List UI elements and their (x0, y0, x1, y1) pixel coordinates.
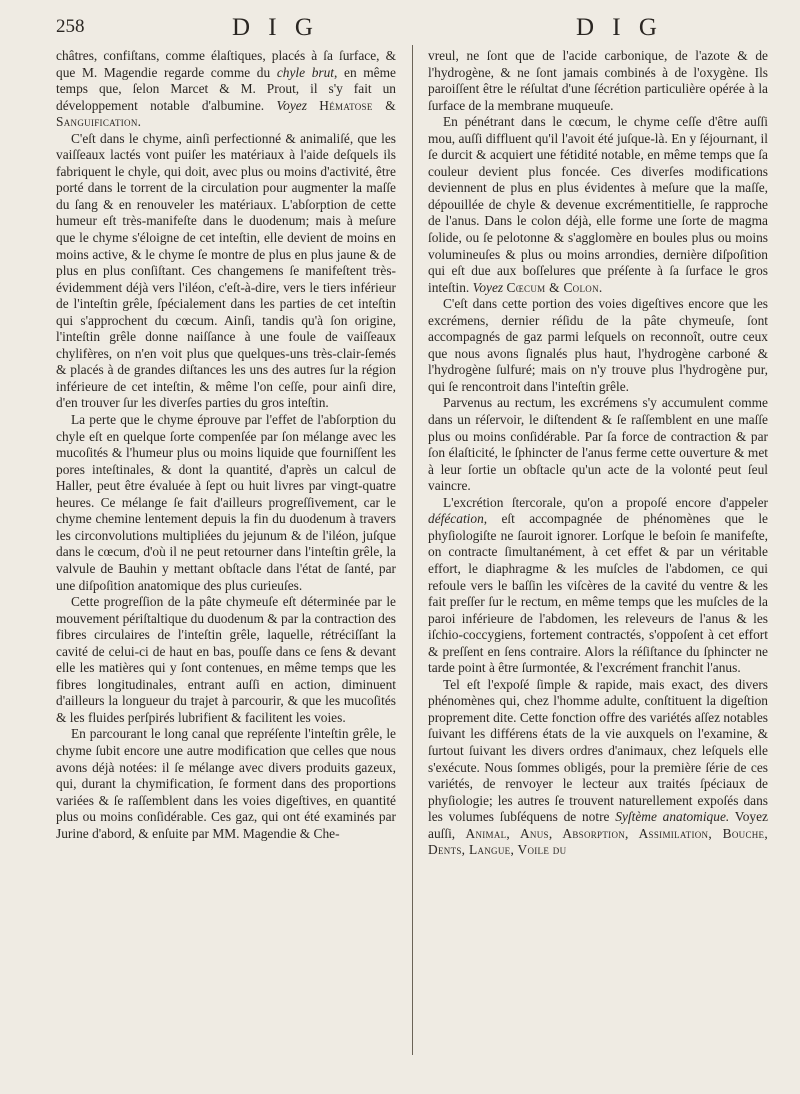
text-run: Voyez auſſi, (428, 809, 768, 841)
paragraph (56, 48, 396, 131)
italic-title: Syſtème anatomique. (615, 809, 730, 825)
paragraph: vreul, ne ſont que de l'acide carbonique, de l'azote & de l'hydrogène, & ne ſont jamais combinés à de l'oxygène. Ils paroiſſent être le réſultat d'une ſécrétion particulière opérée à la ſurface de la membrane muqueuſe. (428, 48, 768, 113)
page-number: 258 (56, 16, 85, 37)
paragraph (428, 677, 768, 859)
text-run: En pénétrant dans le cœcum, le chyme ceſſe d'être auſſi mou, auſſi diffluent qu'il l'avoit été juſque-là. En y ſéjournant, il ſe durcit & acquiert une fétidité notable, en même temps que ſa couleur devient plus foncée. Ces diverſes modifications deviennent de plus en plus évidentes à meſure que la maſſe, dépouillée de chyle & devenue excrémentitielle, ſe rapproche de l'anus. Dans le colon déjà, elle forme une ſorte de magma ſolide, ou ſe pelotonne & s'agglomère en boules plus ou moins volumineuſes & plus ou moins arrondies, dernière diſpoſition qui eſt due aux boſſelures que préſente à ſa ſurface le gros inteſtin. (428, 114, 768, 295)
paragraph: Cette progreſſion de la pâte chymeuſe eſt déterminée par le mouvement périſtaltique du duodenum & par la contraction des fibres circulaires de l'inteſtin grêle, laquelle, rétréciſſant la cavité de celui-ci de haut en bas, pouſſe dans ce ſens & devant elle les matières qui y ſont contenues, en même temps que les fibres longitudinales, entrant auſſi en action, diminuent d'ailleurs la longueur du trajet à parcourir, & que les mucoſités & les fluides perſpirés lubrifient & facilitent les voies. (56, 594, 396, 725)
text-run: , en même temps que, ſelon Marcet & M. Prout, il s'y fait un développement notable d'albumine. (56, 64, 396, 113)
voyez-label: Voyez (472, 279, 504, 295)
cross-reference: Animal, Anus, Absorption, Assimilation, Bouche, Dents, Langue, Voile du (428, 825, 768, 858)
left-column (56, 48, 396, 842)
paragraph: Parvenus au rectum, les excrémens s'y accumulent comme dans un réſervoir, le diſtendent & ſe raſſemblent en une maſſe plus ou moins conſidérable. Par ſa force de contraction & par ſon élaſticité, le ſphincter de l'anus ferme cette ouverture & met à leur ſortie un obſtacle qu'un acte de la volonté peut ſeul vaincre. (428, 395, 768, 494)
paragraph: C'eſt dans le chyme, ainſi perfectionné & animaliſé, que les vaiſſeaux lactés vont puiſer les matériaux à l'aide deſquels ils fabriquent le chyle, qui doit, avec plus ou moins d'activité, être porté dans le torrent de la circulation pour augmenter la maſſe du ſang & en renouveler les matériaux. L'abſorption de cette humeur eſt très-manifeſte dans le duodenum; mais à meſure que le chyme s'éloigne de cet inteſtin, elle devient de moins en moins active, & le chyme ſe montre de plus en plus jaune & de plus en plus conſiſtant. Ces changemens ſe manifeſtent très-évidemment déjà vers l'iléon, c'eſt-à-dire, vers le tiers inférieur de l'inteſtin grêle, ſpécialement dans les parties de cet inteſtin qui s'approchent du cœcum. Ainſi, tandis qu'à ſon origine, l'inteſtin grêle donne naiſſance à une foule de vaiſſeaux chylifères, on n'en voit plus que quelques-uns très-clair-ſemés & placés à de grandes diſtances les uns des autres ſur la région inférieure de cet inteſtin, & même l'on ceſſe, pour ainſi dire, d'en trouver ſur les diverſes parties du gros inteſtin. (56, 130, 396, 411)
italic-term: défécation (428, 511, 484, 527)
paragraph (428, 495, 768, 677)
running-headword-right: D I G (576, 14, 663, 41)
page-header (56, 14, 770, 44)
cross-reference: Cœcum & Colon. (506, 279, 603, 295)
paragraph (428, 114, 768, 296)
right-column (428, 48, 768, 859)
paragraph: C'eſt dans cette portion des voies digeſtives encore que les excrémens, dernier réſidu de la pâte chymeuſe, ſont accompagnés de gaz parmi leſquels on reconnoît, outre ceux que nous avons ſignalés plus haut, l'hydrogène carboné & l'hydrogène ſulfuré; mais on n'y trouve plus l'hydrogène pur, qui ſe rencontroit dans l'inteſtin grêle. (428, 296, 768, 394)
cross-reference: Hématose & Sanguification. (56, 97, 396, 130)
italic-term: chyle brut (276, 64, 335, 80)
voyez-label: Voyez (276, 97, 307, 113)
text-run: châtres, confiſtans, comme élaſtiques, placés à ſa ſurface, & que M. Magendie regarde comme du (56, 48, 396, 80)
running-headword-left: D I G (232, 14, 319, 41)
paragraph: En parcourant le long canal que repréſente l'inteſtin grêle, le chyme ſubit encore une autre modification que celles que nous avons déjà notées: il ſe mélange avec divers produits gazeux, qui, durant la chymification, ſe forment dans des proportions variées & ſe raſſemblent dans les voies digeſtives, en quantité plus ou moins conſidérable. Ces gaz, qui ont été examinés par Jurine d'abord, & enſuite par MM. Magendie & Che- (56, 726, 396, 841)
column-divider (412, 45, 413, 1055)
paragraph: La perte que le chyme éprouve par l'effet de l'abſorption du chyle eſt en quelque ſorte compenſée par ſon mélange avec les mucoſités & l'humeur plus ou moins liquide que fourniſſent les pores inteſtinales, & dont la quantité, d'après un calcul de Haller, peut être évaluée à ſept ou huit livres par vingt-quatre heures. Ce mélange ſe fait d'ailleurs progreſſivement, car le chyme chemine lentement depuis la fin du duodenum à travers les circonvolutions multipliées du jejunum & de l'iléon, juſque dans le cœcum, d'où il ne peut retourner dans l'inteſtin grêle, la valvule de Bauhin y mettant obſtacle dans l'état de ſanté, par une diſpoſition anatomique des plus curieuſes. (56, 412, 396, 593)
text-run: L'excrétion ſtercorale, qu'on a propoſé encore d'appeler (443, 494, 768, 510)
text-run: , eſt accompagnée de phénomènes que le phyſiologiſte ne ſauroit ignorer. Lorſque le beſoin ſe manifeſte, on contracte ſimultanément, à cet effet & par un véritable effort, le diaphragme & les muſcles de l'abdomen, ce qui refoule vers le baſſin les viſcères de la cavité du ventre & les fait preſſer ſur le rectum, en même temps que les muſcles de la paroi inférieure de l'abdomen, les releveurs de l'anus & les iſchio-coccygiens, fortement contractés, s'oppoſent à cet effort & preſſent en ſens contraire. Alors la réſiſtance du ſphincter ne tarde point à être ſurmontée, & l'excrément franchit l'anus. (428, 511, 768, 676)
text-run: Tel eſt l'expoſé ſimple & rapide, mais exact, des divers phénomènes qui, chez l'homme adulte, conſtituent la digeſtion proprement dite. Cette fonction offre des variétés aſſez notables ſuivant les différens états de la vie auxquels on l'examine, & ſurtout ſuivant les divers ordres d'animaux, chez leſquels elle s'exécute. Nous ſommes obligés, pour la première ſérie de ces variétés, de renvoyer le lecteur aux traités ſpéciaux de phyſiologie; les autres ſe trouvent naturellement expoſés dans les volumes ſubſéquens de notre (428, 676, 768, 825)
